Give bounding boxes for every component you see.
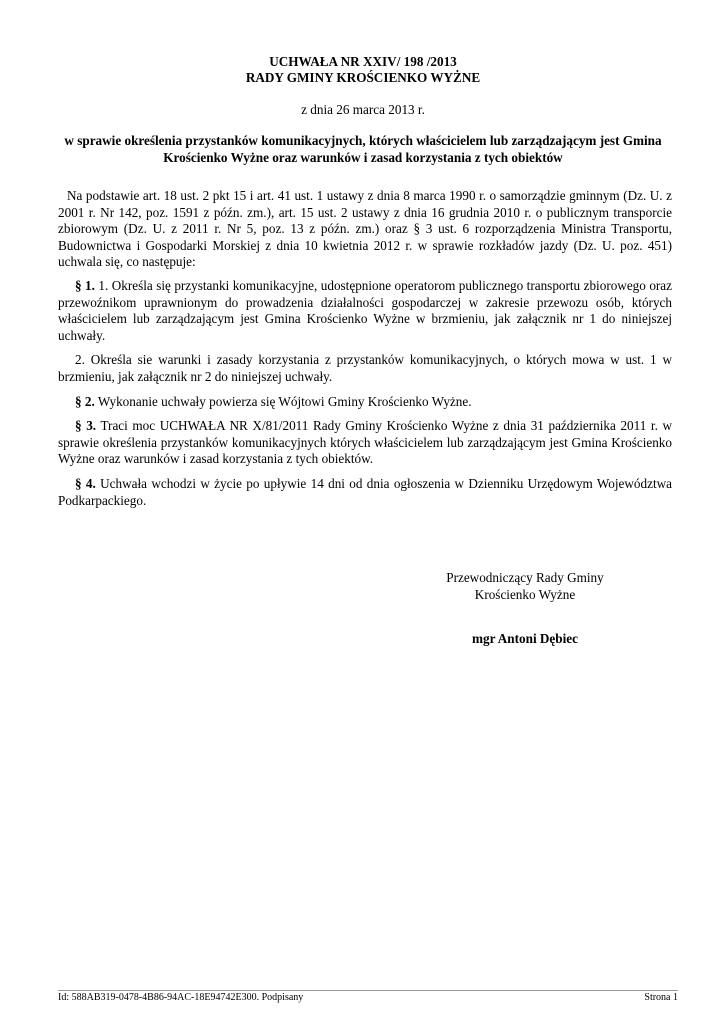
signatory-body: Krościenko Wyżne [474, 586, 576, 602]
issuing-body: RADY GMINY KROŚCIENKO WYŻNE [245, 70, 481, 85]
section-2-text: Wykonanie uchwały powierza się Wójtowi Gminy Krościenko Wyżne. [94, 393, 472, 409]
resolution-number: UCHWAŁA NR XXIV/ 198 /2013 [269, 54, 457, 69]
resolution-body [58, 188, 672, 517]
section-4-mark: § 4. [75, 475, 96, 491]
signatory-name: mgr Antoni Dębiec [472, 631, 578, 646]
signatory-role: Przewodniczący Rady Gminy [446, 570, 604, 585]
signature-block [400, 570, 650, 603]
resolution-date: z dnia 26 marca 2013 r. [301, 102, 425, 117]
section-1 [58, 278, 672, 344]
section-1-mark: § 1. [75, 277, 95, 293]
section-1-text: 1. Określa się przystanki komunikacyjne, udostępnione operatorom publicznego transportu zbiorowego oraz przewoźnikom uprawnionym do prowadzenia działalności gospodarczej w zakresie przewozu osób, których właścicielem lub zarządzającym jest Gmina Krościenko Wyżne w brzmieniu, jak załącznik nr 1 do niniejszej uchwały. [58, 277, 673, 343]
footer-divider [58, 990, 678, 991]
section-2 [58, 394, 672, 411]
section-3-text: Traci moc UCHWAŁA NR X/81/2011 Rady Gminy Krościenko Wyżne z dnia 31 października 2011 r. w sprawie określenia przystanków komunikacyjnych których właścicielem lub zarządzającym jest Gmina Krościenko Wyżne oraz warunków i zasad korzystania z tych obiektów. [58, 418, 673, 467]
preamble: Na podstawie art. 18 ust. 2 pkt 15 i art. 41 ust. 1 ustawy z dnia 8 marca 1990 r. o samorządzie gminnym (Dz. U. z 2001 r. Nr 142, poz. 1591 z późn. zm.), art. 15 ust. 2 ustawy z dnia 16 grudnia 2010 r. o publicznym transporcie zbiorowym (Dz. U. z 2011 r. Nr 5, poz. 13 z późn. zm.) oraz § 3 ust. 6 rozporządzenia Ministra Transportu, Budownictwa i Gospodarki Morskiej z dnia 10 kwietnia 2012 r. w sprawie rozkładów jazdy (Dz. U. poz. 451) uchwala się, co następuje: [58, 188, 672, 270]
section-4 [58, 476, 672, 509]
document-id: Id: 588AB319-0478-4B86-94AC-18E94742E300. Podpisany [58, 992, 304, 1003]
section-3 [58, 418, 672, 468]
section-3-mark: § 3. [75, 418, 97, 434]
section-4-text: Uchwała wchodzi w życie po upływie 14 dni od dnia ogłoszenia w Dzienniku Urzędowym Województwa Podkarpackiego. [58, 475, 673, 508]
resolution-subject: w sprawie określenia przystanków komunikacyjnych, których właścicielem lub zarządzającym jest Gmina Krościenko Wyżne oraz warunków i zasad korzystania z tych obiektów [64, 133, 662, 165]
section-1-point-2: 2. Określa sie warunki i zasady korzystania z przystanków komunikacyjnych, o których mowa w ust. 1 w brzmieniu, jak załącznik nr 2 do niniejszej uchwały. [58, 352, 672, 384]
page-number: Strona 1 [644, 992, 678, 1003]
section-2-mark: § 2. [75, 393, 95, 409]
